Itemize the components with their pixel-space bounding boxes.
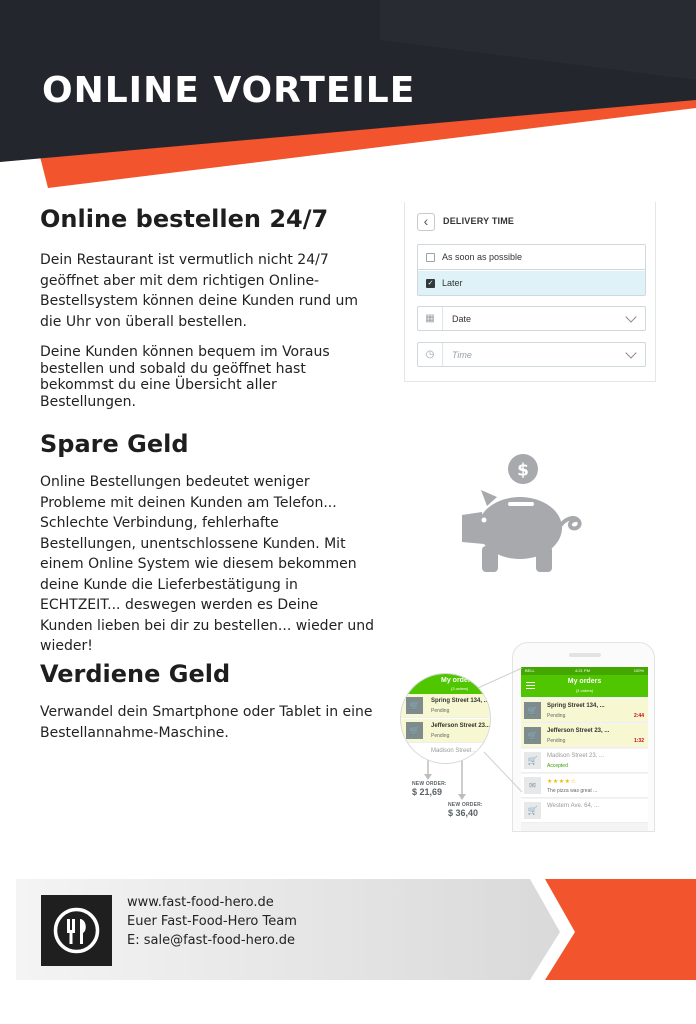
magnifier-subtitle: (3 orders) [451,686,469,691]
order-address: Madison Street 23, ... [547,753,605,759]
magnifier-title: My orders [441,677,475,684]
clock-label: 4:21 PM [575,668,590,673]
order-timer: 1:32 [633,738,644,744]
clock-icon: ◷ [418,343,443,366]
footer-email[interactable]: E: sale@fast-food-hero.de [127,933,296,948]
cart-icon: 🛒 [406,722,423,739]
order-status: Pending [547,713,566,719]
cart-icon: 🛒 [524,727,541,744]
magnifier-order-address: Madison Street ... [431,748,479,754]
new-order-callout [448,802,483,818]
time-select-label: Time [452,350,472,360]
new-order-callout [412,781,447,797]
footer-accent-chevron [545,879,696,980]
footer-team: Euer Fast-Food-Hero Team [127,914,297,929]
order-address: Western Ave. 64, ... [547,803,600,809]
footer-website[interactable]: www.fast-food-hero.de [127,895,274,910]
battery-label: 100% [633,668,644,673]
new-order-label: NEW ORDER: [412,781,447,787]
option-asap-label: As soon as possible [442,252,523,262]
section-title-save-money: Spare Geld [40,430,189,458]
date-select-label: Date [452,314,472,324]
magnifier-order-address: Jefferson Street 23... [431,723,491,729]
cart-icon: 🛒 [524,802,541,819]
cart-icon: 🛒 [524,752,541,769]
order-status: Pending [547,738,566,744]
new-order-label: NEW ORDER: [448,802,483,808]
magnifier-zoom [400,673,491,764]
order-address: Spring Street 134, ... [547,703,605,709]
back-icon[interactable]: ‹ [417,213,435,231]
magnifier-order-status: Pending [431,733,450,739]
section-title-online-ordering: Online bestellen 24/7 [40,205,329,233]
checkbox-checked-icon[interactable]: ✓ [427,280,434,287]
magnifier-order-row [401,719,491,743]
rating-stars: ★★★★☆ [547,779,577,785]
order-address: Jefferson Street 23, ... [547,728,610,734]
app-subtitle: (3 orders) [575,688,594,693]
new-order-amount: $ 21,69 [412,787,443,797]
fork-knife-icon [41,895,112,966]
page-title: ONLINE VORTEILE [42,70,416,111]
section-paragraph-online-ordering-1: Dein Restaurant ist vermutlich nicht 24/7 geöffnet aber mit dem richtigen Online-Bestellsystem können deine Kunden rund um die Uhr von überall bestellen. [40,252,359,330]
section-paragraph-earn-money: Verwandel dein Smartphone oder Tablet in eine Bestellannahme-Maschine. [40,704,373,741]
section-title-earn-money: Verdiene Geld [40,660,231,688]
delivery-time-title: DELIVERY TIME [443,216,515,226]
cart-icon: 🛒 [406,697,423,714]
coin-symbol: $ [517,460,529,481]
magnifier-app-bar [401,674,491,694]
order-timer: 2:44 [633,713,644,719]
app-title: My orders [567,678,602,685]
section-paragraph-save-money: Online Bestellungen bedeutet weniger Probleme mit deinen Kunden am Telefon... Schlechte Verbindung, fehlerhafte Bestellungen, unentschlossene Kunden. Mit einem Online System wie diesem bekommen deine Kunde die Lieferbestätigung in ECHTZEIT... deswegen werden es Deine Kunden lieben bei dir zu bestellen... wieder und wieder! [40,474,375,654]
order-status: Accepted [547,763,568,769]
review-text: The pizza was great ... [547,788,598,794]
magnifier-order-row [401,744,491,764]
cart-icon: 🛒 [524,702,541,719]
calendar-icon: ▦ [418,307,443,330]
new-order-amount: $ 36,40 [448,808,479,818]
magnifier-order-row [401,694,491,718]
magnifier-order-status: Pending [431,708,450,714]
magnifier-order-address: Spring Street 134, ... [431,698,489,704]
brand-logo [41,895,112,966]
chat-icon: ✉ [524,777,541,794]
carrier-label: BELL [525,668,535,673]
section-paragraph-online-ordering-2: Deine Kunden können bequem im Voraus bestellen und sobald du geöffnet hast bekommst du eine Übersicht aller Bestellungen. [40,344,330,410]
option-later-label: Later [442,278,463,288]
